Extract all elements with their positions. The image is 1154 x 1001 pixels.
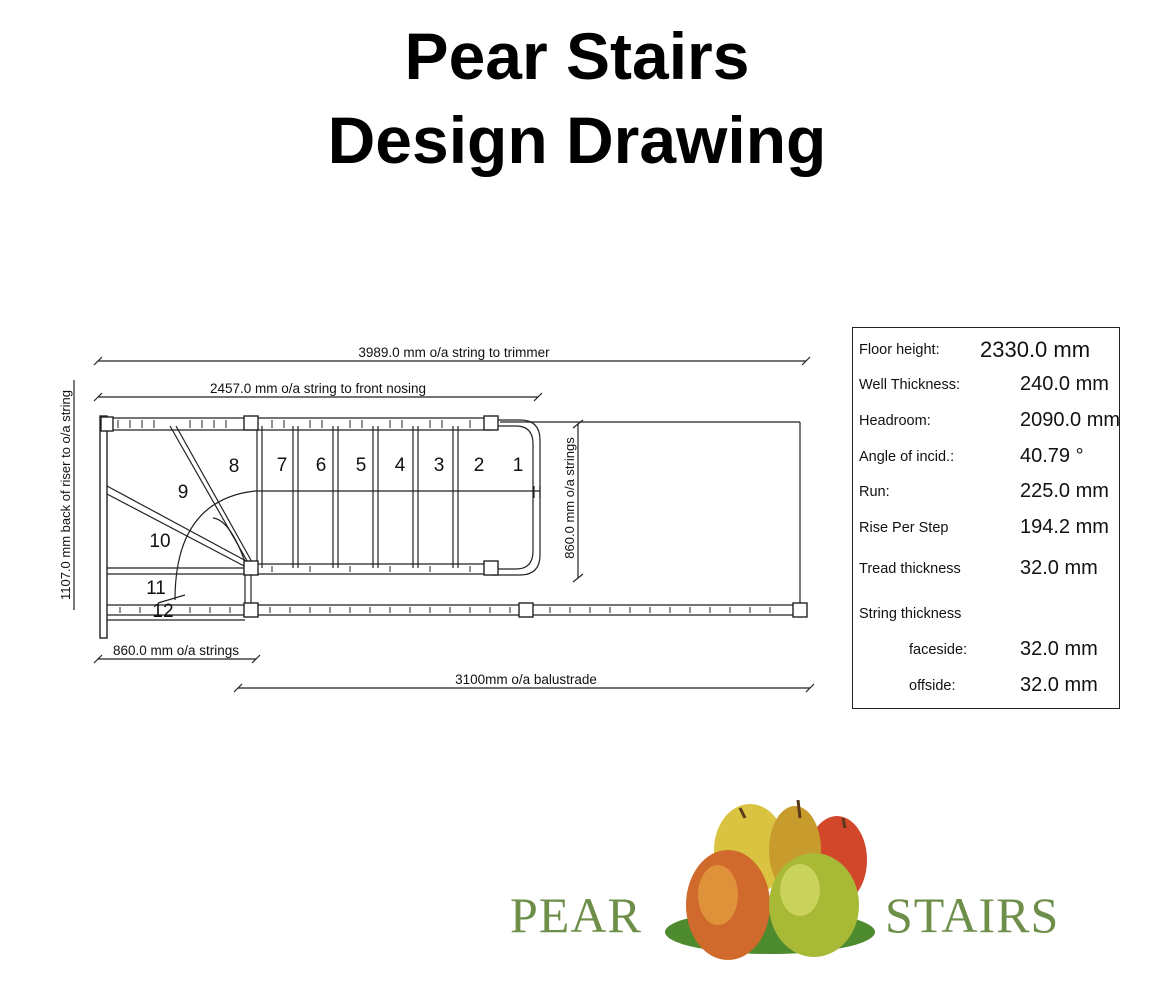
step-number: 12 (152, 601, 174, 622)
step-number: 2 (473, 455, 485, 476)
well-thickness-label: Well Thickness: (859, 377, 960, 393)
rise-label: Rise Per Step (859, 520, 949, 536)
step-number: 8 (228, 456, 240, 477)
step-number: 6 (315, 455, 327, 476)
dimension-balustrade (234, 672, 814, 692)
angle-value: 40.79 ° (1020, 445, 1084, 467)
headroom-value: 2090.0 mm (1020, 409, 1121, 431)
dimension-right-vertical-label: 860.0 mm o/a strings (562, 437, 577, 559)
string-thickness-heading: String thickness (859, 606, 962, 622)
step-number: 1 (512, 455, 524, 476)
headroom-label: Headroom: (859, 413, 931, 429)
tread-thickness-label: Tread thickness (859, 561, 961, 577)
dimension-left-vertical (58, 380, 74, 610)
dimension-bottom-left-label: 860.0 mm o/a strings (112, 643, 240, 658)
title-line-2: Design Drawing (327, 103, 827, 177)
step-number: 5 (355, 455, 367, 476)
step-number: 9 (177, 482, 189, 503)
offside-label: offside: (909, 678, 956, 694)
step-numbers (146, 455, 523, 622)
well-thickness-value: 240.0 mm (1020, 373, 1109, 395)
dimension-bottom-left (94, 643, 260, 663)
floor-height-value: 2330.0 mm (980, 337, 1091, 362)
step-number: 7 (276, 455, 288, 476)
step-number: 10 (149, 531, 171, 552)
dimension-to-nosing (94, 381, 542, 401)
logo-text-left: PEAR (510, 887, 642, 943)
run-label: Run: (859, 484, 890, 500)
title-line-1: Pear Stairs (404, 19, 750, 93)
dimension-overall (94, 345, 810, 365)
step-number: 3 (433, 455, 445, 476)
specifications-panel (852, 327, 1120, 709)
rise-value: 194.2 mm (1020, 516, 1109, 538)
tread-thickness-value: 32.0 mm (1020, 557, 1098, 579)
dimension-overall-label: 3989.0 mm o/a string to trimmer (358, 345, 550, 360)
faceside-value: 32.0 mm (1020, 638, 1098, 660)
step-number: 11 (146, 578, 166, 599)
faceside-label: faceside: (909, 642, 968, 658)
pear-logo-icon (665, 800, 875, 960)
step-number: 4 (394, 455, 406, 476)
dimension-to-nosing-label: 2457.0 mm o/a string to front nosing (209, 381, 427, 396)
offside-value: 32.0 mm (1020, 674, 1098, 696)
logo-text-right: STAIRS (885, 887, 1060, 943)
dimension-left-vertical-label: 1107.0 mm back of riser to o/a string (58, 389, 73, 601)
floor-height-label: Floor height: (859, 342, 940, 358)
stair-outline (100, 416, 807, 638)
angle-label: Angle of incid.: (859, 449, 955, 465)
dimension-right-vertical (562, 420, 583, 582)
run-value: 225.0 mm (1020, 480, 1109, 502)
dimension-balustrade-label: 3100mm o/a balustrade (455, 672, 597, 687)
